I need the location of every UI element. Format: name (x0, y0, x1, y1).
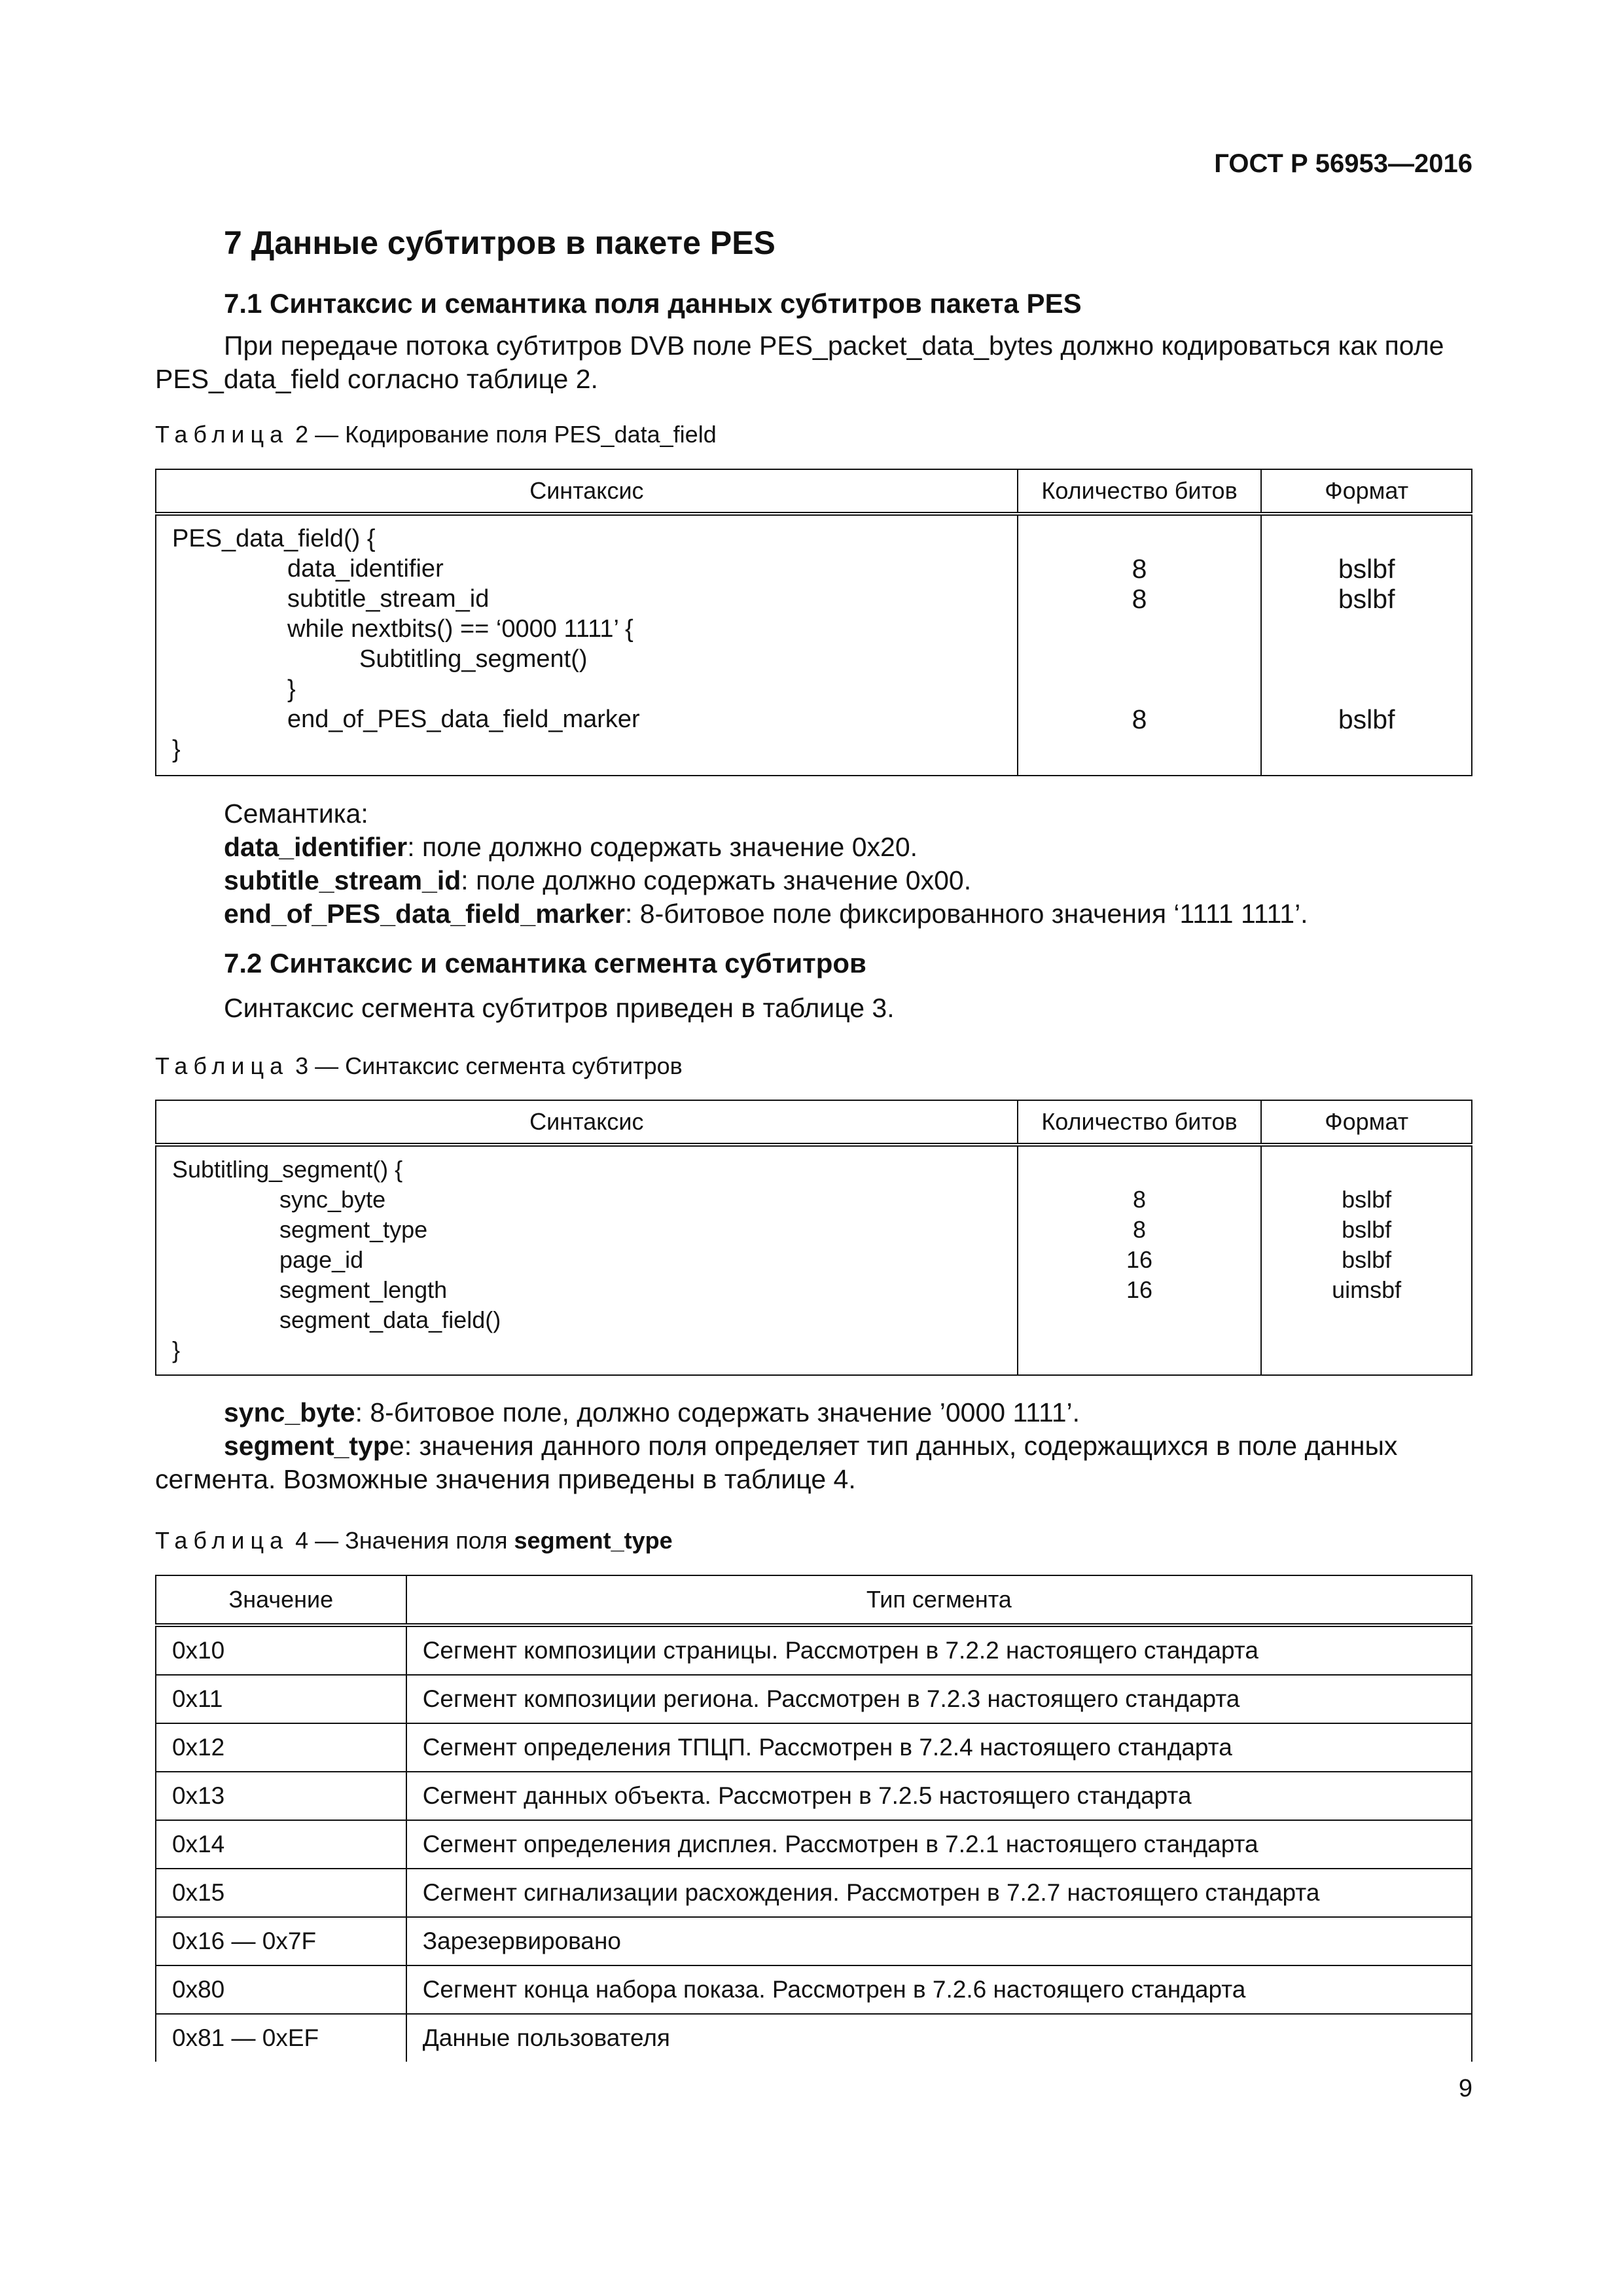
table-cell: bslbf (1342, 1216, 1392, 1243)
table-cell: 0x14 (156, 1820, 406, 1869)
table-cell (1262, 524, 1471, 554)
table-row: } (172, 736, 181, 763)
table-cell: 0x81 — 0xEF (156, 2014, 406, 2062)
semantics-item (224, 831, 1308, 864)
page-number: 9 (1458, 2075, 1472, 2102)
semantics-text: : поле должно содержать значение 0x20. (407, 832, 918, 862)
table-3-header-bits: Количество битов (1018, 1100, 1262, 1145)
table-cell (1018, 644, 1261, 674)
table-cell: 16 (1126, 1276, 1152, 1303)
section-title: 7 Данные субтитров в пакете PES (224, 224, 776, 261)
table-cell (1262, 614, 1471, 644)
table-cell: Сегмент сигнализации расхождения. Рассмотрен в 7.2.7 настоящего стандарта (406, 1869, 1472, 1917)
table-2-caption (155, 421, 717, 448)
semantics-term: segment_typ (224, 1431, 389, 1461)
table-cell (1262, 674, 1471, 704)
table-cell (1018, 674, 1261, 704)
table-2-format-column (1261, 514, 1472, 776)
table-cell (1262, 1305, 1471, 1335)
table-4-caption-word: Таблица (155, 1527, 289, 1554)
table-cell: 0x10 (156, 1625, 406, 1675)
table-3 (155, 1100, 1472, 1376)
table-row: subtitle_stream_id (287, 585, 490, 613)
table-cell: bslbf (1342, 1246, 1392, 1273)
table-row: page_id (279, 1246, 364, 1273)
table-cell: Сегмент композиции страницы. Рассмотрен в 7.2.2 настоящего стандарта (406, 1625, 1472, 1675)
table-cell: 8 (1132, 704, 1147, 734)
table-cell (1018, 1155, 1261, 1185)
subsection-7-1-intro: При передаче потока субтитров DVB поле PES_packet_data_bytes должно кодироваться как поле PES_data_field согласно таблице 2. (155, 331, 1444, 394)
semantics-text: : 8-битовое поле, должно содержать значение ’0000 1111’. (355, 1397, 1080, 1427)
table-3-bits-column (1018, 1145, 1262, 1375)
table-3-syntax-column (156, 1145, 1018, 1375)
table-row: segment_data_field() (279, 1306, 501, 1333)
table-3-format-column (1261, 1145, 1472, 1375)
table-3-caption-text: 3 — Синтаксис сегмента субтитров (289, 1052, 683, 1079)
sync-byte-description (224, 1396, 1080, 1429)
table-3-header-syntax: Синтаксис (156, 1100, 1018, 1145)
table-row: } (287, 675, 296, 703)
semantics-term: end_of_PES_data_field_marker (224, 899, 625, 929)
subsection-7-2-intro: Синтаксис сегмента субтитров приведен в таблице 3. (224, 993, 895, 1023)
semantics-label: Семантика: (224, 798, 368, 829)
table-cell (1018, 614, 1261, 644)
table-3-header-format: Формат (1261, 1100, 1472, 1145)
table-row (156, 1625, 1472, 1675)
table-2-caption-word: Таблица (155, 421, 289, 448)
table-cell (1018, 734, 1261, 764)
table-cell: Сегмент конца набора показа. Рассмотрен в 7.2.6 настоящего стандарта (406, 1965, 1472, 2014)
table-cell: 8 (1132, 1216, 1146, 1243)
table-3-caption (155, 1052, 683, 1080)
table-2-caption-text: 2 — Кодирование поля PES_data_field (289, 421, 717, 448)
table-2-syntax-column (156, 514, 1018, 776)
table-cell (1262, 1335, 1471, 1365)
table-cell (1262, 644, 1471, 674)
table-cell: Сегмент данных объекта. Рассмотрен в 7.2.5 настоящего стандарта (406, 1772, 1472, 1820)
standard-number: ГОСТ Р 56953—2016 (1214, 149, 1472, 178)
table-cell: 8 (1132, 584, 1147, 614)
subsection-7-2-title: 7.2 Синтаксис и семантика сегмента субтитров (224, 948, 866, 978)
semantics-item (224, 864, 1308, 897)
semantics-item (224, 897, 1308, 931)
table-4-caption-text: 4 — Значения поля (289, 1527, 514, 1554)
semantics-block (224, 797, 1308, 931)
table-cell: Сегмент композиции региона. Рассмотрен в 7.2.3 настоящего стандарта (406, 1675, 1472, 1723)
table-cell: 0x80 (156, 1965, 406, 2014)
table-row: } (172, 1336, 181, 1363)
table-2 (155, 469, 1472, 776)
table-4-caption (155, 1527, 673, 1554)
table-row: data_identifier (287, 555, 444, 583)
table-4-caption-field: segment_type (514, 1527, 673, 1554)
table-row: segment_length (279, 1276, 448, 1303)
table-cell: Сегмент определения дисплея. Рассмотрен в 7.2.1 настоящего стандарта (406, 1820, 1472, 1869)
semantics-text: : поле должно содержать значение 0x00. (461, 865, 972, 895)
semantics-term: sync_byte (224, 1397, 355, 1427)
table-cell: bslbf (1338, 584, 1395, 614)
table-cell: Данные пользователя (406, 2014, 1472, 2062)
table-row (156, 1723, 1472, 1772)
semantics-term: subtitle_stream_id (224, 865, 461, 895)
table-cell (1262, 1155, 1471, 1185)
table-row (156, 1965, 1472, 2014)
table-cell (1018, 1305, 1261, 1335)
table-row (156, 1772, 1472, 1820)
table-row: end_of_PES_data_field_marker (287, 706, 640, 733)
table-2-header-syntax: Синтаксис (156, 469, 1018, 514)
table-row (156, 1869, 1472, 1917)
table-cell (1018, 524, 1261, 554)
semantics-text: e: значения данного поля определяет тип данных, содержащихся в поле данных сегмента. Возможные значения приведены в таблице 4. (155, 1431, 1398, 1494)
table-row: PES_data_field() { (172, 525, 376, 552)
table-row: Subtitling_segment() { (172, 1156, 403, 1183)
table-cell: 0x16 — 0x7F (156, 1917, 406, 1965)
table-row (156, 2014, 1472, 2062)
table-cell: 0x12 (156, 1723, 406, 1772)
table-cell: bslbf (1338, 704, 1395, 734)
table-cell (1262, 734, 1471, 764)
table-cell: Сегмент определения ТПЦП. Рассмотрен в 7.2.4 настоящего стандарта (406, 1723, 1472, 1772)
table-cell: 8 (1132, 1186, 1146, 1213)
table-2-header-bits: Количество битов (1018, 469, 1262, 514)
table-cell: bslbf (1342, 1186, 1392, 1213)
table-cell: Зарезервировано (406, 1917, 1472, 1965)
table-cell (1018, 1335, 1261, 1365)
table-cell: 8 (1132, 554, 1147, 584)
table-row: sync_byte (279, 1186, 386, 1213)
subsection-7-1-title: 7.1 Синтаксис и семантика поля данных субтитров пакета PES (224, 288, 1082, 319)
table-4-header-type: Тип сегмента (406, 1575, 1472, 1625)
table-cell: 0x13 (156, 1772, 406, 1820)
table-cell: 16 (1126, 1246, 1152, 1273)
table-row: while nextbits() == ‘0000 1111’ { (287, 615, 633, 643)
table-cell: uimsbf (1332, 1276, 1402, 1303)
table-row (156, 1820, 1472, 1869)
table-cell: bslbf (1338, 554, 1395, 584)
table-row: Subtitling_segment() (359, 645, 588, 673)
table-row: segment_type (279, 1216, 428, 1243)
table-row (156, 1675, 1472, 1723)
table-cell: 0x15 (156, 1869, 406, 1917)
table-4 (155, 1575, 1472, 2062)
segment-type-description (155, 1429, 1472, 1496)
table-4-header-value: Значение (156, 1575, 406, 1625)
semantics-text: : 8-битовое поле фиксированного значения ‘1111 1111’. (625, 899, 1308, 929)
table-cell: 0x11 (156, 1675, 406, 1723)
table-2-bits-column (1018, 514, 1262, 776)
table-3-caption-word: Таблица (155, 1052, 289, 1079)
table-2-header-format: Формат (1261, 469, 1472, 514)
table-row (156, 1917, 1472, 1965)
semantics-term: data_identifier (224, 832, 408, 862)
